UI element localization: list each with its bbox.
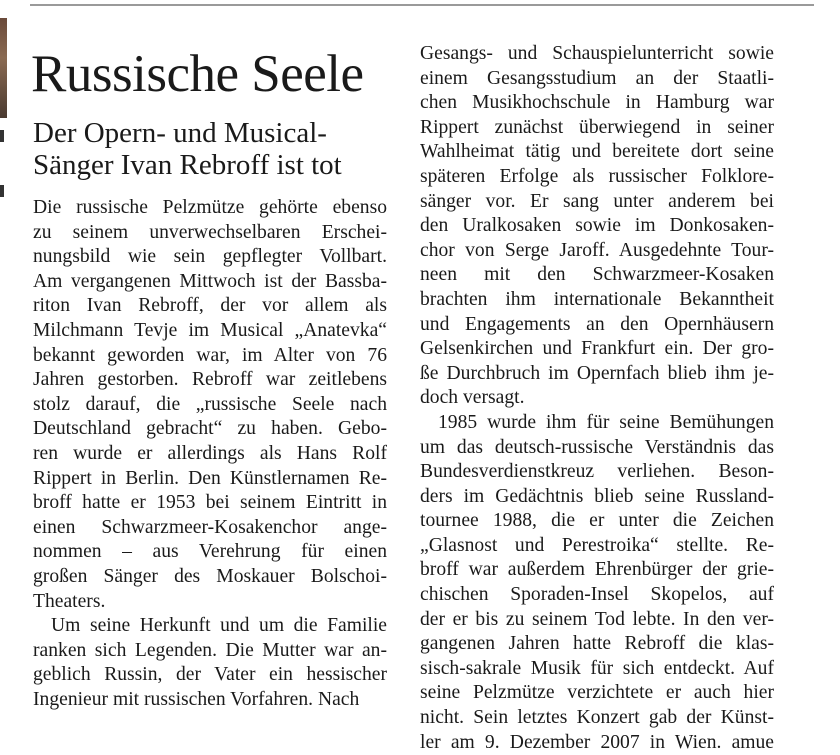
article-text-line: Deutschland gebracht“ zu haben. Gebo-: [33, 418, 387, 440]
article-text-line: doch versagt.: [420, 387, 525, 409]
article-text-line: nommen – aus Verehrung für einen: [33, 541, 387, 563]
subhead-line: Der Opern- und Musical-: [33, 117, 327, 149]
article-text-line: 1985 wurde ihm für seine Bemühungen: [438, 411, 774, 433]
article-text-line: sisch-sakrale Musik für sich entdeckt. Auf: [420, 657, 774, 679]
article-text-line: Theaters.: [33, 590, 106, 612]
article-text-line: brachten ihm internationale Bekanntheit: [420, 288, 774, 310]
article-text-line: ler am 9. Dezember 2007 in Wien. amue: [420, 731, 774, 753]
adjacent-text-edge: [0, 185, 4, 197]
article-text-line: Milchmann Tevje im Musical „Anatevka“: [33, 319, 387, 341]
article-text-line: „Glasnost und Perestroika“ stellte. Re-: [420, 534, 774, 556]
article-text-line: Am vergangenen Mittwoch ist der Bassba-: [33, 270, 387, 292]
article-text-line: chen Musikhochschule in Hamburg war: [420, 92, 774, 114]
article-text-line: Gesangs- und Schauspielunterricht sowie: [420, 43, 774, 64]
right-column: [420, 42, 774, 755]
article-text-line: seine Pelzmütze verzichtete er auch hier: [420, 682, 774, 704]
article-text-line: Um seine Herkunft und um die Familie: [51, 615, 387, 637]
article-text-line: chischen Sporaden-Insel Skopelos, auf: [420, 584, 774, 606]
article-text-line: riton Ivan Rebroff, der vor allem als: [33, 295, 387, 317]
article-text-line: tournee 1988, die er unter die Zeichen: [420, 510, 774, 532]
article-text-line: Bundesverdienstkreuz verliehen. Beson-: [420, 461, 774, 483]
top-rule: [30, 4, 814, 6]
article-text-line: Ingenieur mit russischen Vorfahren. Nach: [33, 688, 360, 710]
article-text-line: Die russische Pelzmütze gehörte ebenso: [33, 197, 387, 218]
article-text-line: um das deutsch-russische Verständnis das: [420, 436, 774, 458]
article-text-line: einem Gesangsstudium an der Staatli-: [420, 67, 774, 89]
article-text-line: Rippert in Berlin. Den Künstlernamen Re-: [33, 467, 387, 489]
article-text-line: nicht. Sein letztes Konzert gab der Künst-: [420, 707, 774, 729]
article-text-line: Wahlheimat tätig und bereitete dort seine: [420, 141, 774, 163]
article-text-line: einen Schwarzmeer-Kosakenchor ange-: [33, 516, 387, 538]
article-text-line: nungsbild wie sein gepflegter Vollbart.: [33, 246, 387, 268]
article-text-line: ren wurde er allerdings als Hans Rolf: [33, 442, 387, 464]
headline: Russische Seele: [31, 45, 364, 103]
article-text-line: ders im Gedächtnis blieb seine Russland-: [420, 485, 774, 507]
article-text-line: bekannt geworden war, im Alter von 76: [33, 344, 387, 366]
article-text-line: Jahren gestorben. Rebroff war zeitlebens: [33, 369, 387, 391]
adjacent-text-edge: [0, 130, 4, 142]
adjacent-photo-edge: [0, 18, 7, 118]
article-text-line: großen Sänger des Moskauer Bolschoi-: [33, 565, 387, 587]
article-text-line: und Engagements an den Opernhäusern: [420, 313, 774, 335]
subheadline: [33, 117, 342, 181]
article-text-line: ße Durchbruch im Opernfach blieb ihm je-: [420, 362, 774, 384]
article-text-line: zu seinem unverwechselbaren Erschei-: [33, 221, 387, 243]
article-text-line: geblich Russin, der Vater ein hessischer: [33, 664, 387, 686]
subhead-line: Sänger Ivan Rebroff ist tot: [33, 149, 342, 181]
article-text-line: Rippert zunächst überwiegend in seiner: [420, 116, 774, 138]
article-text-line: der er bis zu seinem Tod lebte. In den ver-: [420, 608, 774, 630]
article-text-line: den Uralkosaken sowie im Donkosaken-: [420, 215, 774, 237]
article-text-line: stolz darauf, die „russische Seele nach: [33, 393, 387, 415]
article-text-line: broff war außerdem Ehrenbürger der grie-: [420, 559, 774, 581]
article-text-line: späteren Erfolge als russischer Folklore-: [420, 165, 774, 187]
article-text-line: gangenen Jahren hatte Rebroff die klas-: [420, 633, 774, 655]
article-text-line: Gelsenkirchen und Frankfurt ein. Der gro-: [420, 338, 774, 360]
article-text-line: sänger vor. Er sang unter anderem bei: [420, 190, 774, 212]
article-text-line: ranken sich Legenden. Die Mutter war an-: [33, 639, 387, 661]
article-text-line: chor von Serge Jaroff. Ausgedehnte Tour-: [420, 239, 774, 261]
article-text-line: neen mit den Schwarzmeer-Kosaken: [420, 264, 774, 286]
article-text-line: broff hatte er 1953 bei seinem Eintritt in: [33, 492, 387, 514]
left-column: [33, 196, 387, 712]
